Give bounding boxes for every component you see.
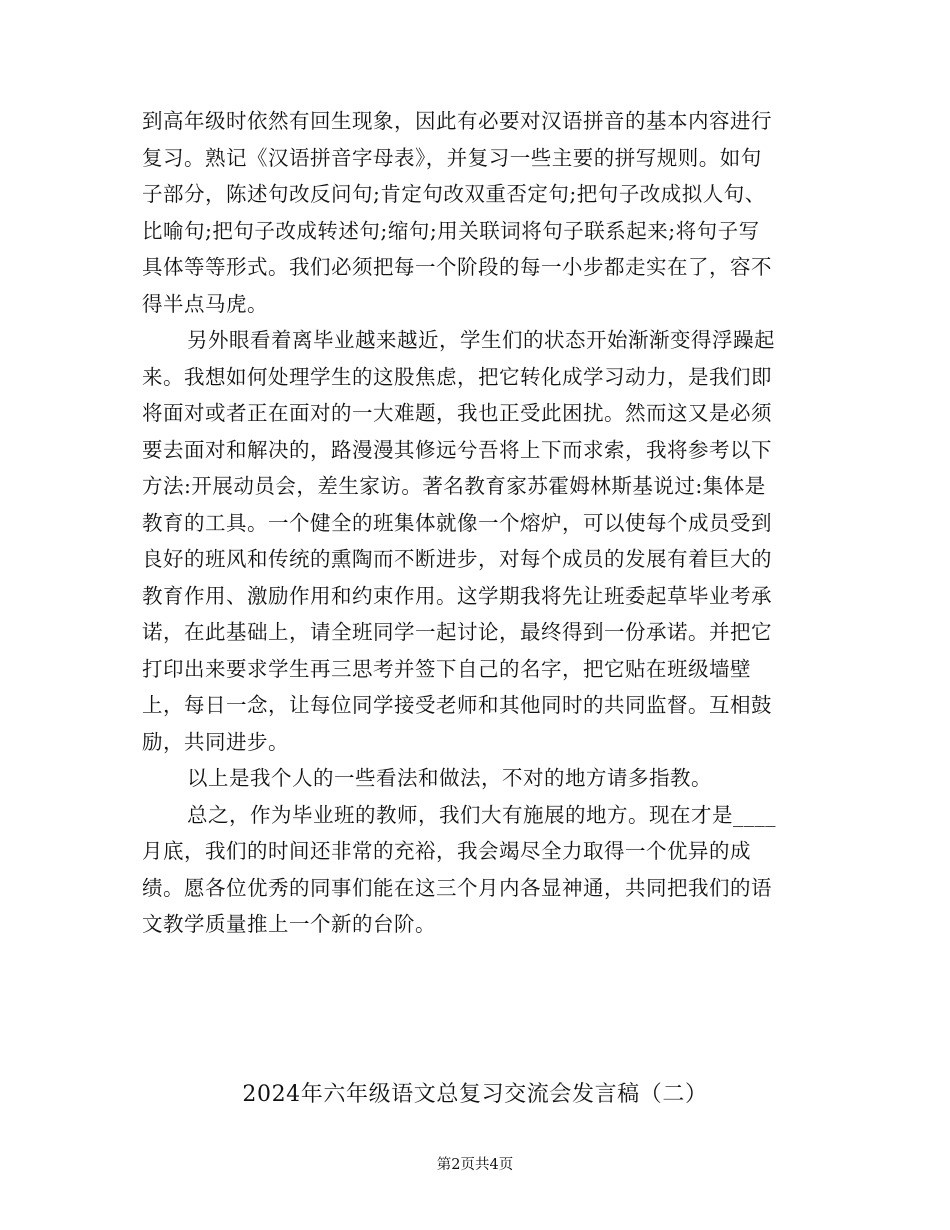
paragraph-line: 来。我想如何处理学生的这股焦虑，把它转化成学习动力，是我们即 [142,364,772,389]
paragraph-line: 以上是我个人的一些看法和做法，不对的地方请多指教。 [187,766,712,790]
paragraph-line: 总之，作为毕业班的教师，我们大有施展的地方。现在才是____ [187,802,776,827]
paragraph-line: 教育的工具。一个健全的班集体就像一个熔炉，可以使每个成员受到 [142,510,772,535]
paragraph-line: 复习。熟记《汉语拼音字母表》，并复习一些主要的拼写规则。如句 [142,145,762,170]
paragraph [142,760,802,797]
paragraph-line: 良好的班风和传统的熏陶而不断进步，对每个成员的发展有着巨大的 [142,547,772,571]
paragraph-line: 得半点马虎。 [142,291,268,316]
paragraph-line: 月底，我们的时间还非常的充裕，我会竭尽全力取得一个优异的成 [142,839,751,863]
paragraph-line: 方法:开展动员会，差生家访。著名教育家苏霍姆林斯基说过:集体是 [142,474,766,498]
paragraph-line: 文教学质量推上一个新的台阶。 [142,912,436,936]
paragraph-line: 子部分，陈述句改反问句;肯定句改双重否定句;把句子改成拟人句、 [142,182,766,206]
paragraph-line: 诺，在此基础上，请全班同学一起讨论，最终得到一份承诺。并把它 [142,620,772,644]
paragraph-line: 励，共同进步。 [142,729,289,754]
paragraph-line: 绩。愿各位优秀的同事们能在这三个月内各显神通，共同把我们的语 [142,875,772,900]
page-number: 第2页共4页 [436,1157,514,1173]
paragraph-line: 到高年级时依然有回生现象，因此有必要对汉语拼音的基本内容进行 [142,109,772,133]
paragraph-line: 比喻句;把句子改成转述句;缩句;用关联词将句子联系起来;将句子写 [142,218,760,243]
paragraph-line: 打印出来要求学生再三思考并签下自己的名字，把它贴在班级墙壁 [142,656,751,681]
paragraph-line: 另外眼看着离毕业越来越近，学生们的状态开始渐渐变得浮躁起 [187,328,775,352]
paragraph-line: 具体等等形式。我们必须把每一个阶段的每一小步都走实在了，容不 [142,255,772,279]
paragraph-line: 上，每日一念，让每位同学接受老师和其他同时的共同监督。互相鼓 [142,693,772,717]
paragraph-line: 将面对或者正在面对的一大难题，我也正受此困扰。然而这又是必须 [142,401,772,425]
paragraph [142,797,802,943]
paragraph-line: 教育作用、激励作用和约束作用。这学期我将先让班委起草毕业考承 [142,583,772,608]
body-text [142,103,802,943]
paragraph [142,322,802,760]
paragraph [142,103,802,322]
paragraph-line: 要去面对和解决的，路漫漫其修远兮吾将上下而求索，我将参考以下 [142,437,772,462]
section-title: 2024年六年级语文总复习交流会发言稿（二） [242,1082,708,1107]
